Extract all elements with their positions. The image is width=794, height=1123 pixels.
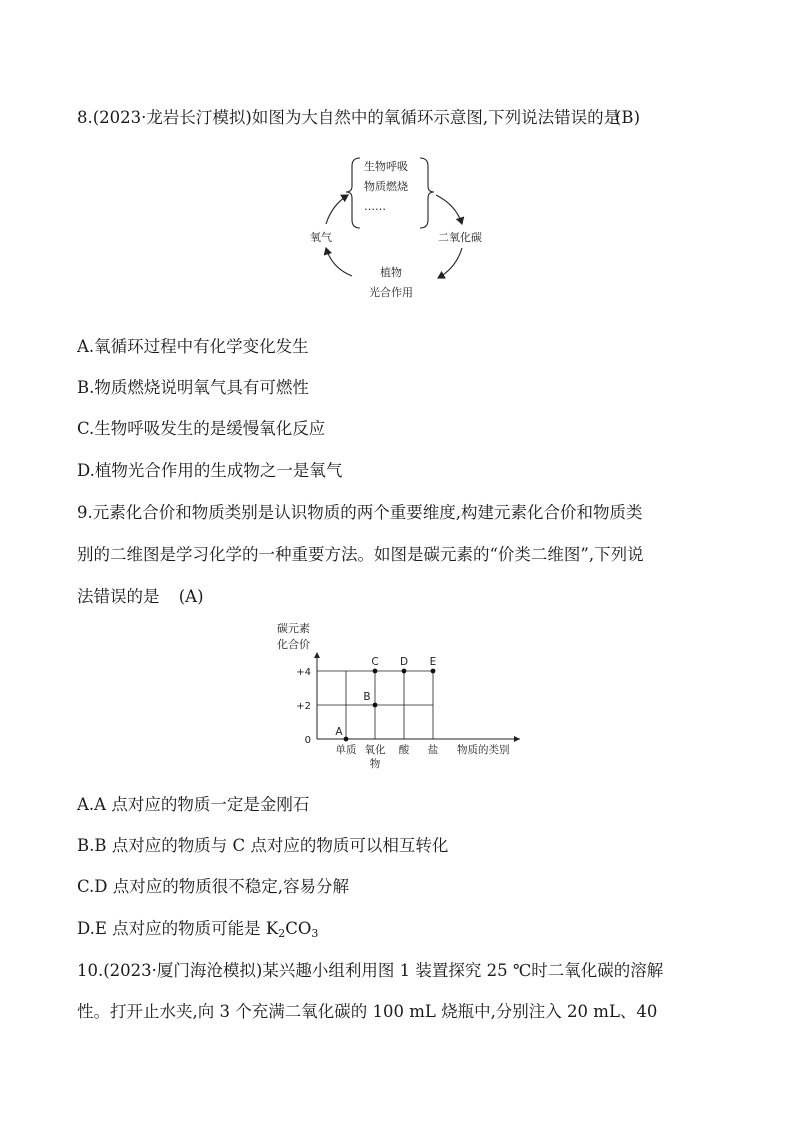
point-D xyxy=(402,669,407,674)
right-brace xyxy=(420,158,434,228)
x-category-label: 氧化 xyxy=(364,744,386,756)
q10-line-1: 10.(2023·厦门海沧模拟)某兴趣小组利用图 1 装置探究 25 ℃时二氧化碳的溶解 xyxy=(77,961,664,980)
q9-line-3-text: 法错误的是 xyxy=(77,587,160,606)
y-tick-label: +4 xyxy=(296,667,311,678)
q9-option-d xyxy=(77,919,318,944)
arrow-to-plant xyxy=(438,248,462,278)
point-label-D: D xyxy=(399,656,409,668)
x-category-label-line2: 物 xyxy=(369,758,381,770)
oxygen-label: 氧气 xyxy=(310,231,332,244)
point-A xyxy=(344,737,349,742)
point-E xyxy=(431,669,436,674)
photosynthesis-label: 光合作用 xyxy=(369,286,413,299)
brace-item-3: …… xyxy=(364,200,386,213)
q9-option-d-prefix: D.E 点对应的物质可能是 K xyxy=(77,919,279,938)
x-category-label: 盐 xyxy=(427,744,439,756)
point-label-A: A xyxy=(335,726,343,738)
plant-label: 植物 xyxy=(380,266,402,279)
q8-option-c: C.生物呼吸发生的是缓慢氧化反应 xyxy=(77,419,326,438)
point-label-C: C xyxy=(371,656,379,668)
brace-item-2: 物质燃烧 xyxy=(364,180,408,193)
y-tick-label: 0 xyxy=(304,735,311,746)
q9-option-b: B.B 点对应的物质与 C 点对应的物质可以相互转化 xyxy=(77,836,449,855)
q9-option-d-sub1: 2 xyxy=(278,927,286,940)
x-category-label: 单质 xyxy=(335,744,357,756)
arrow-to-brace xyxy=(326,195,348,224)
carbon-valence-chart xyxy=(270,618,530,770)
point-label-E: E xyxy=(429,656,437,668)
point-C xyxy=(373,669,378,674)
co2-label: 二氧化碳 xyxy=(438,231,482,244)
q8-stem-text: 8.(2023·龙岩长汀模拟)如图为大自然中的氧循环示意图,下列说法错误的是 xyxy=(77,108,621,127)
y-axis-label-2: 化合价 xyxy=(277,638,310,651)
q10-line-2: 性。打开止水夹,向 3 个充满二氧化碳的 100 mL 烧瓶中,分别注入 20 mL、40 xyxy=(77,1002,658,1021)
q8-option-a: A.氧循环过程中有化学变化发生 xyxy=(77,337,309,356)
arrow-to-oxygen xyxy=(326,248,352,276)
oxygen-cycle-diagram xyxy=(290,150,510,305)
q9-option-d-mid: CO xyxy=(285,919,312,938)
q9-option-a: A.A 点对应的物质一定是金刚石 xyxy=(77,795,310,814)
q9-option-c: C.D 点对应的物质很不稳定,容易分解 xyxy=(77,877,350,896)
q9-answer: (A) xyxy=(178,587,204,606)
point-B xyxy=(373,703,378,708)
x-axis-arrow xyxy=(514,736,520,742)
left-brace xyxy=(346,158,360,228)
q8-option-d: D.植物光合作用的生成物之一是氧气 xyxy=(77,461,343,480)
q8-answer: (B) xyxy=(615,108,640,127)
q8-stem xyxy=(77,108,717,128)
q9-option-d-sub2: 3 xyxy=(311,927,319,940)
q9-line-1: 9.元素化合价和物质类别是认识物质的两个重要维度,构建元素化合价和物质类 xyxy=(77,503,643,522)
q9-line-3 xyxy=(77,587,717,607)
arrow-to-co2 xyxy=(436,195,462,224)
y-axis-label-1: 碳元素 xyxy=(277,622,310,635)
y-tick-label: +2 xyxy=(296,701,311,712)
q9-line-2: 别的二维图是学习化学的一种重要方法。如图是碳元素的“价类二维图”,下列说 xyxy=(77,545,644,564)
x-category-label: 酸 xyxy=(398,744,410,756)
x-axis-label: 物质的类别 xyxy=(457,744,510,756)
brace-item-1: 生物呼吸 xyxy=(364,160,408,173)
y-axis-arrow xyxy=(314,652,320,658)
point-label-B: B xyxy=(363,691,371,703)
q8-option-b: B.物质燃烧说明氧气具有可燃性 xyxy=(77,378,309,397)
